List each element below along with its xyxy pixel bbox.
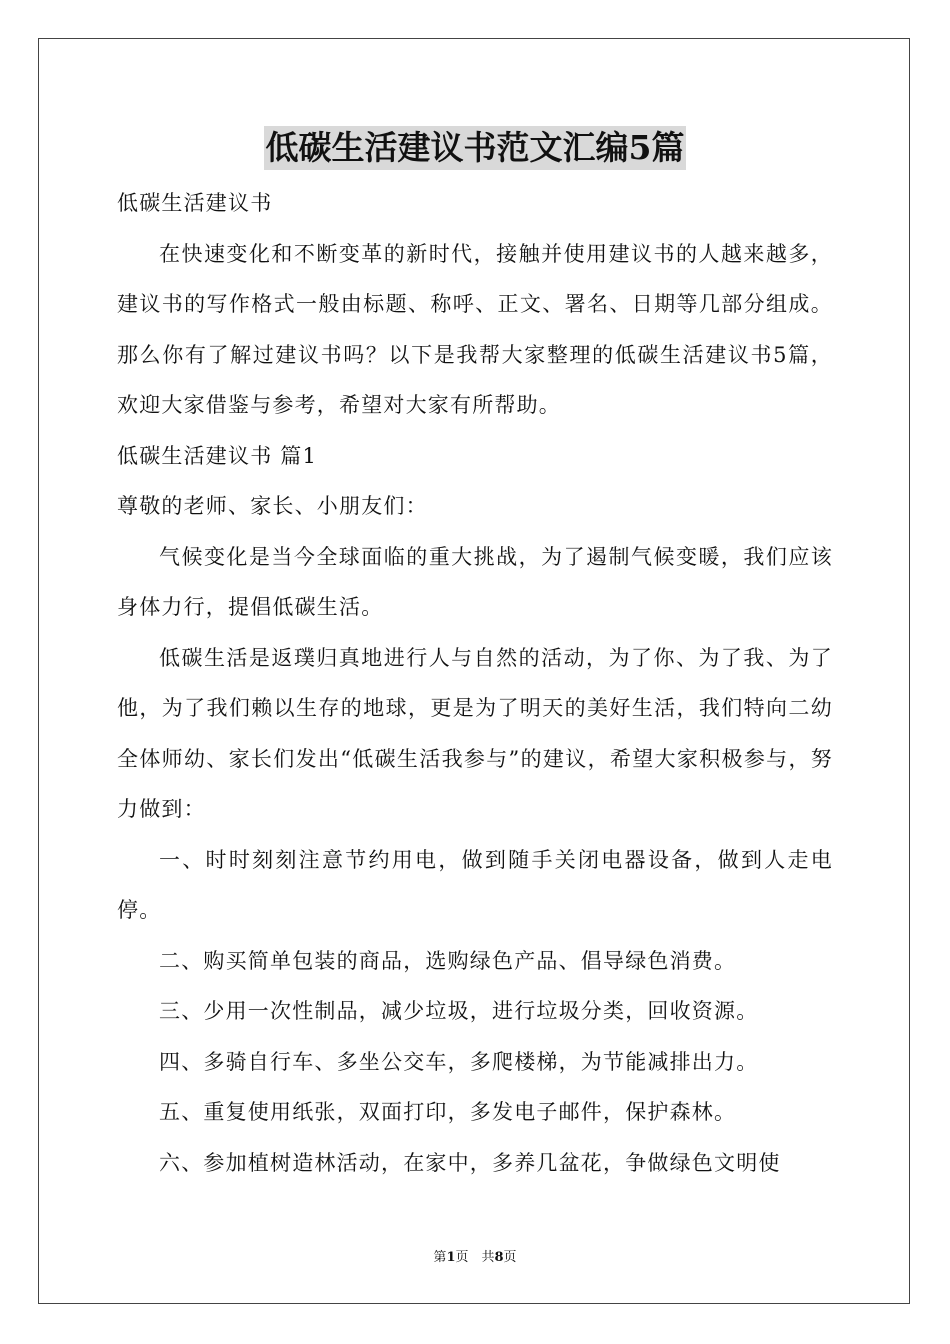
footer-prefix: 第 — [433, 1250, 447, 1265]
document-body — [117, 178, 833, 1188]
paragraph: 低碳生活是返璞归真地进行人与自然的活动，为了你、为了我、为了他，为了我们赖以生存的地球，更是为了明天的美好生活，我们特向二幼全体师幼、家长们发出“低碳生活我参与”的建议，希望大家积极参与，努力做到： — [117, 645, 833, 821]
paragraph: 一、时时刻刻注意节约用电，做到随手关闭电器设备，做到人走电停。 — [117, 847, 833, 922]
paragraph: 三、少用一次性制品，减少垃圾，进行垃圾分类，回收资源。 — [159, 999, 759, 1023]
paragraph: 四、多骑自行车、多坐公交车，多爬楼梯，为节能减排出力。 — [159, 1049, 759, 1074]
paragraph: 二、购买简单包装的商品，选购绿色产品、倡导绿色消费。 — [159, 948, 737, 973]
footer-total-pages: 8 — [494, 1250, 504, 1265]
footer-suffix: 页 — [503, 1250, 517, 1265]
paragraph: 尊敬的老师、家长、小朋友们： — [117, 494, 428, 518]
footer-mid: 页 共 — [455, 1250, 495, 1265]
paragraph: 低碳生活建议书 — [117, 191, 273, 215]
paragraph: 五、重复使用纸张，双面打印，多发电子邮件，保护森林。 — [159, 1100, 737, 1124]
paragraph: 低碳生活建议书 篇1 — [117, 443, 318, 468]
paragraph: 六、参加植树造林活动，在家中，多养几盆花，争做绿色文明使 — [159, 1150, 781, 1175]
footer-current-page: 1 — [446, 1250, 456, 1265]
paragraph: 气候变化是当今全球面临的重大挑战，为了遏制气候变暖，我们应该身体力行，提倡低碳生活。 — [117, 544, 833, 619]
document-title: 低碳生活建议书范文汇编5篇 — [264, 126, 687, 170]
page-footer — [0, 1246, 950, 1265]
title-container — [0, 126, 950, 170]
paragraph: 在快速变化和不断变革的新时代，接触并使用建议书的人越来越多，建议书的写作格式一般由标题、称呼、正文、署名、日期等几部分组成。那么你有了解过建议书吗？以下是我帮大家整理的低碳生活建议书5篇，欢迎大家借鉴与参考，希望对大家有所帮助。 — [117, 241, 833, 417]
